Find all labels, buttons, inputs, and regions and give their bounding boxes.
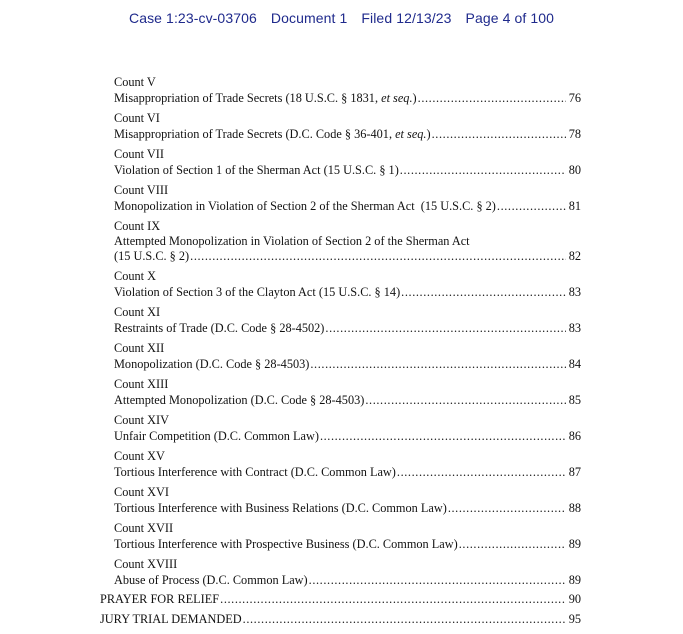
document-number: Document 1: [270, 10, 348, 26]
count-label: Count XII: [114, 341, 165, 355]
toc-line: [114, 357, 581, 372]
page-number: 95: [568, 612, 581, 626]
page-number: 78: [568, 127, 581, 141]
page-number: 82: [568, 249, 581, 263]
dot-leader: [309, 573, 566, 588]
dot-leader: [397, 465, 566, 480]
page-number: 87: [568, 465, 581, 479]
case-number: Case 1:23-cv-03706: [128, 10, 257, 26]
toc-line: [114, 163, 581, 178]
count-heading: Unfair Competition (D.C. Common Law): [114, 429, 319, 443]
toc-line: [114, 465, 581, 480]
dot-leader: [220, 592, 566, 607]
toc-line: [114, 199, 581, 214]
page-number: 85: [568, 393, 581, 407]
dot-leader: [310, 357, 566, 372]
count-label: Count XIV: [114, 413, 169, 427]
toc-line: [114, 393, 581, 408]
toc-line: [114, 501, 581, 516]
count-heading: Misappropriation of Trade Secrets (18 U.S.C. § 1831, et seq.): [114, 91, 417, 105]
count-label: Count V: [114, 75, 156, 89]
page-header: [0, 10, 683, 26]
dot-leader: [320, 429, 566, 444]
toc-line: [114, 127, 581, 142]
dot-leader: [243, 612, 566, 627]
count-heading: Restraints of Trade (D.C. Code § 28-4502): [114, 321, 325, 335]
page-indicator: Page 4 of 100: [465, 10, 554, 26]
count-label: Count XIII: [114, 377, 169, 391]
count-label: Count X: [114, 269, 157, 283]
dot-leader: [400, 163, 566, 178]
count-label: Count XVI: [114, 485, 169, 499]
count-heading: Monopolization in Violation of Section 2 of the Sherman Act (15 U.S.C. § 2): [114, 199, 496, 213]
count-heading: Violation of Section 3 of the Clayton Act (15 U.S.C. § 14): [114, 285, 401, 299]
dot-leader: [459, 537, 566, 552]
count-label: Count IX: [114, 219, 161, 233]
count-heading: Tortious Interference with Contract (D.C. Common Law): [114, 465, 396, 479]
filed-date: Filed 12/13/23: [361, 10, 452, 26]
dot-leader: [448, 501, 566, 516]
page-number: 83: [568, 285, 581, 299]
page-number: 88: [568, 501, 581, 515]
toc-line: [114, 429, 581, 444]
count-label: Count VIII: [114, 183, 169, 197]
count-heading: Misappropriation of Trade Secrets (D.C. Code § 36-401, et seq.): [114, 127, 431, 141]
page-number: 81: [568, 199, 581, 213]
toc-line: [114, 537, 581, 552]
dot-leader: [401, 285, 566, 300]
section-heading: JURY TRIAL DEMANDED: [100, 612, 242, 626]
count-heading: Monopolization (D.C. Code § 28-4503): [114, 357, 310, 371]
toc-line: [114, 285, 581, 300]
count-label: Count VII: [114, 147, 164, 161]
dot-leader: [418, 91, 566, 106]
toc-line: [114, 249, 581, 264]
dot-leader: [432, 127, 566, 142]
count-heading: Violation of Section 1 of the Sherman Act (15 U.S.C. § 1): [114, 163, 399, 177]
count-heading: Tortious Interference with Business Relations (D.C. Common Law): [114, 501, 447, 515]
page-number: 89: [568, 537, 581, 551]
count-label: Count XI: [114, 305, 161, 319]
toc-line: [114, 91, 581, 106]
dot-leader: [365, 393, 566, 408]
dot-leader: [497, 199, 566, 214]
dot-leader: [325, 321, 566, 336]
section-heading: PRAYER FOR RELIEF: [100, 592, 220, 606]
count-heading: (15 U.S.C. § 2): [114, 249, 190, 263]
page-number: 86: [568, 429, 581, 443]
count-label: Count VI: [114, 111, 160, 125]
toc-line: [114, 321, 581, 336]
toc-line: [100, 592, 581, 607]
page-number: 89: [568, 573, 581, 587]
page-number: 76: [568, 91, 581, 105]
toc-line: [114, 573, 581, 588]
count-label: Count XV: [114, 449, 165, 463]
count-heading: Tortious Interference with Prospective Business (D.C. Common Law): [114, 537, 458, 551]
toc-line: [100, 612, 581, 627]
page-number: 80: [568, 163, 581, 177]
count-heading: Attempted Monopolization (D.C. Code § 28-4503): [114, 393, 365, 407]
page-number: 83: [568, 321, 581, 335]
dot-leader: [190, 249, 566, 264]
count-label: Count XVIII: [114, 557, 178, 571]
count-heading-line1: Attempted Monopolization in Violation of Section 2 of the Sherman Act: [114, 234, 470, 248]
count-heading: Abuse of Process (D.C. Common Law): [114, 573, 308, 587]
page-number: 84: [568, 357, 581, 371]
count-label: Count XVII: [114, 521, 174, 535]
page-number: 90: [568, 592, 581, 606]
